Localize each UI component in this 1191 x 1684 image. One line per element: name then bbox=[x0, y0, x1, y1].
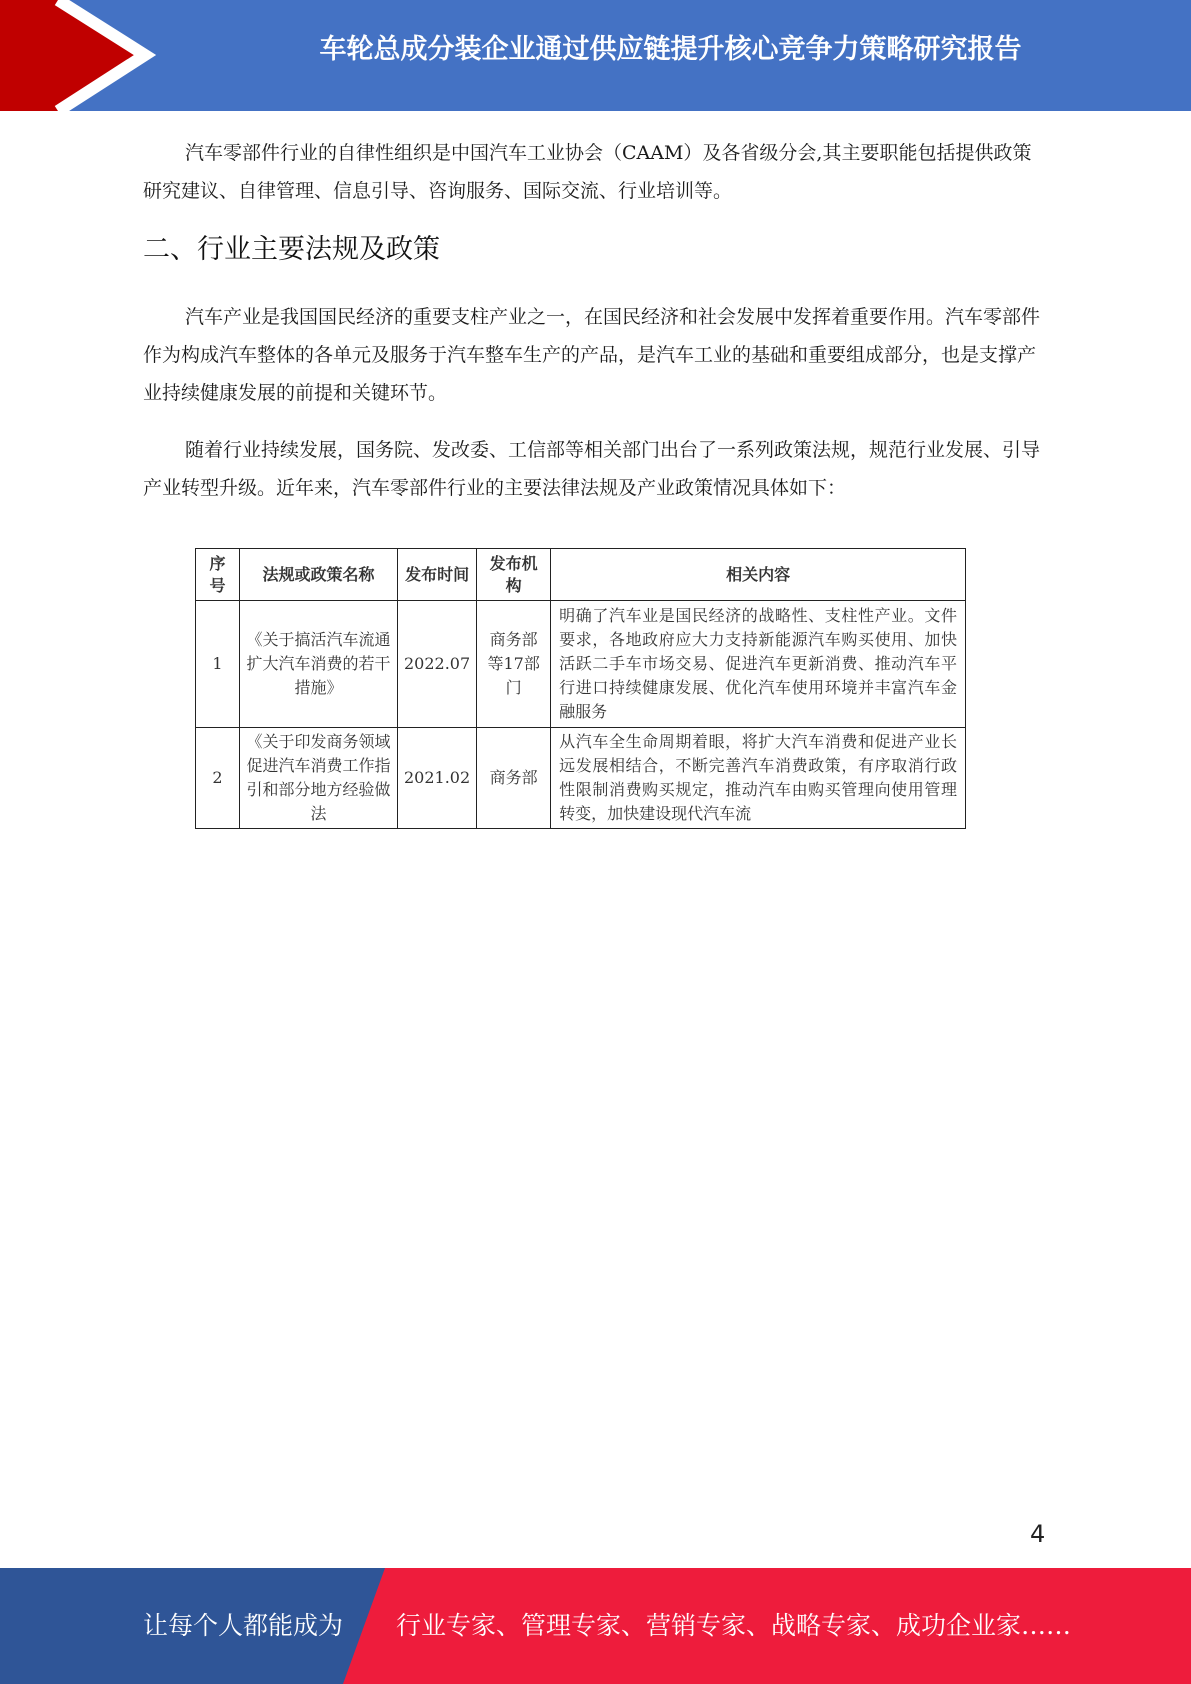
paragraph-policy-intro: 随着行业持续发展，国务院、发改委、工信部等相关部门出台了一系列政策法规，规范行业发展、引导产业转型升级。近年来，汽车零部件行业的主要法律法规及产业政策情况具体如下： bbox=[143, 439, 1041, 499]
header-content: 相关内容 bbox=[551, 549, 966, 601]
header-name: 法规或政策名称 bbox=[240, 549, 398, 601]
cell-no: 2 bbox=[196, 728, 240, 829]
cell-agency: 商务部 bbox=[477, 728, 551, 829]
cell-name: 《关于搞活汽车流通扩大汽车消费的若干措施》 bbox=[240, 601, 398, 728]
page-number: 4 bbox=[1030, 1520, 1046, 1548]
table-row bbox=[196, 728, 966, 829]
cell-date: 2022.07 bbox=[398, 601, 477, 728]
page-header bbox=[0, 0, 1191, 111]
policy-table bbox=[195, 548, 966, 829]
report-title: 车轮总成分装企业通过供应链提升核心竞争力策略研究报告 bbox=[319, 34, 1022, 65]
cell-agency: 商务部等17部门 bbox=[477, 601, 551, 728]
header-no: 序号 bbox=[196, 549, 240, 601]
footer-slogan-right: 行业专家、管理专家、营销专家、战略专家、成功企业家…… bbox=[396, 1611, 1072, 1640]
paragraph-industry-organization: 汽车零部件行业的自律性组织是中国汽车工业协会（CAAM）及各省级分会,其主要职能包括提供政策研究建议、自律管理、信息引导、咨询服务、国际交流、行业培训等。 bbox=[143, 142, 1032, 202]
header-agency: 发布机构 bbox=[477, 549, 551, 601]
section-heading: 二、行业主要法规及政策 bbox=[143, 234, 440, 265]
cell-no: 1 bbox=[196, 601, 240, 728]
footer-slogan-left: 让每个人都能成为 bbox=[143, 1611, 344, 1640]
cell-content: 从汽车全生命周期着眼，将扩大汽车消费和促进产业长远发展相结合，不断完善汽车消费政策，有序取消行政性限制消费购买规定，推动汽车由购买管理向使用管理转变，加快建设现代汽车流 bbox=[551, 728, 966, 829]
header-date: 发布时间 bbox=[398, 549, 477, 601]
table-row bbox=[196, 601, 966, 728]
cell-content: 明确了汽车业是国民经济的战略性、支柱性产业。文件要求，各地政府应大力支持新能源汽车购买使用、加快活跃二手车市场交易、促进汽车更新消费、推动汽车平行进口持续健康发展、优化汽车使用环境并丰富汽车金融服务 bbox=[551, 601, 966, 728]
table-header-row bbox=[196, 549, 966, 601]
page-footer bbox=[0, 1568, 1191, 1684]
cell-name: 《关于印发商务领域促进汽车消费工作指引和部分地方经验做法 bbox=[240, 728, 398, 829]
cell-date: 2021.02 bbox=[398, 728, 477, 829]
paragraph-auto-industry: 汽车产业是我国国民经济的重要支柱产业之一，在国民经济和社会发展中发挥着重要作用。汽车零部件作为构成汽车整体的各单元及服务于汽车整车生产的产品，是汽车工业的基础和重要组成部分，也是支撑产业持续健康发展的前提和关键环节。 bbox=[143, 306, 1041, 404]
